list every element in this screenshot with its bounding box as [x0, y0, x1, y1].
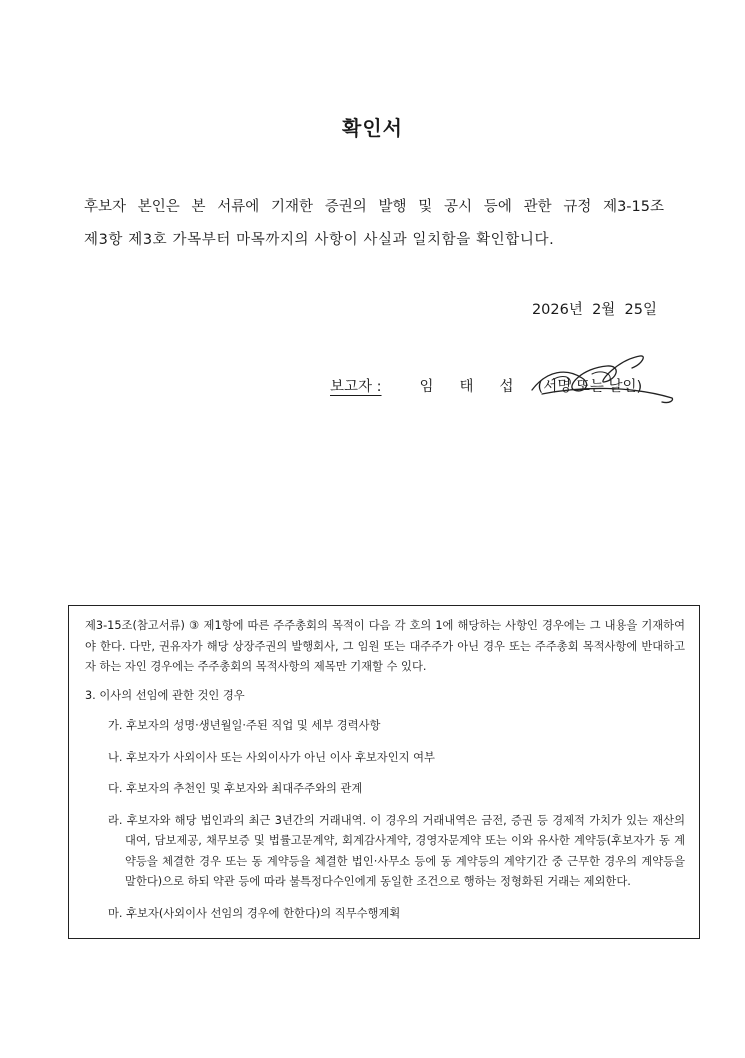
reference-section-heading: 3. 이사의 선임에 관한 것인 경우	[85, 688, 245, 702]
document-date: 2026년 2월 25일	[531, 302, 657, 318]
document-title: 확인서	[342, 116, 403, 140]
reference-intro: 제3-15조(참고서류) ③ 제1항에 따른 주주총회의 목적이 다음 각 호의 1에 해당하는 사항인 경우에는 그 내용을 기재하여야 한다. 다만, 권유자가 해당 상장주권의 발행회사, 그 임원 또는 대주주가 아닌 경우 또는 주주총회 목적사항에 반대하고자 하는 자인 경우에는 주주총회의 목적사항의 제목만 기재할 수 있다.	[85, 619, 685, 673]
reporter-label: 보고자 :	[330, 379, 382, 395]
reference-item: 가. 후보자의 성명·생년월일·주된 직업 및 세부 경력사항	[108, 719, 381, 732]
reference-item: 나. 후보자가 사외이사 또는 사외이사가 아닌 이사 후보자인지 여부	[108, 750, 435, 764]
signature-note: (서명 또는 날인)	[537, 379, 643, 395]
reference-item: 마. 후보자(사외이사 선임의 경우에 한한다)의 직무수행계획	[108, 906, 401, 920]
reference-item: 다. 후보자의 추천인 및 후보자와 최대주주와의 관계	[108, 782, 363, 795]
handwritten-signature	[522, 350, 682, 410]
reference-item: 라. 후보자와 해당 법인과의 최근 3년간의 거래내역. 이 경우의 거래내역은 금전, 증권 등 경제적 가치가 있는 재산의 대여, 담보제공, 채무보증 및 법률고문계약, 회계감사계약, 경영자문계약 또는 이와 유사한 계약등(후보자가 동 계약등을 체결한 경우 또는 동 계약등을 체결한 법인·사무소 등에 동 계약등의 계약기간 중 근무한 경우의 계약등을 말한다)으로 하되 약관 등에 따라 불특정다수인에게 동일한 조건으로 행하는 정형화된 거래는 제외한다.	[108, 813, 685, 888]
confirmation-line-2: 제3항 제3호 가목부터 마목까지의 사항이 사실과 일치함을 확인합니다.	[84, 232, 555, 248]
confirmation-line-1: 후보자 본인은 본 서류에 기재한 증권의 발행 및 공시 등에 관한 규정 제3-15조	[84, 199, 664, 215]
reference-regulation-box	[68, 605, 700, 939]
reporter-name: 임태섭	[419, 379, 540, 395]
